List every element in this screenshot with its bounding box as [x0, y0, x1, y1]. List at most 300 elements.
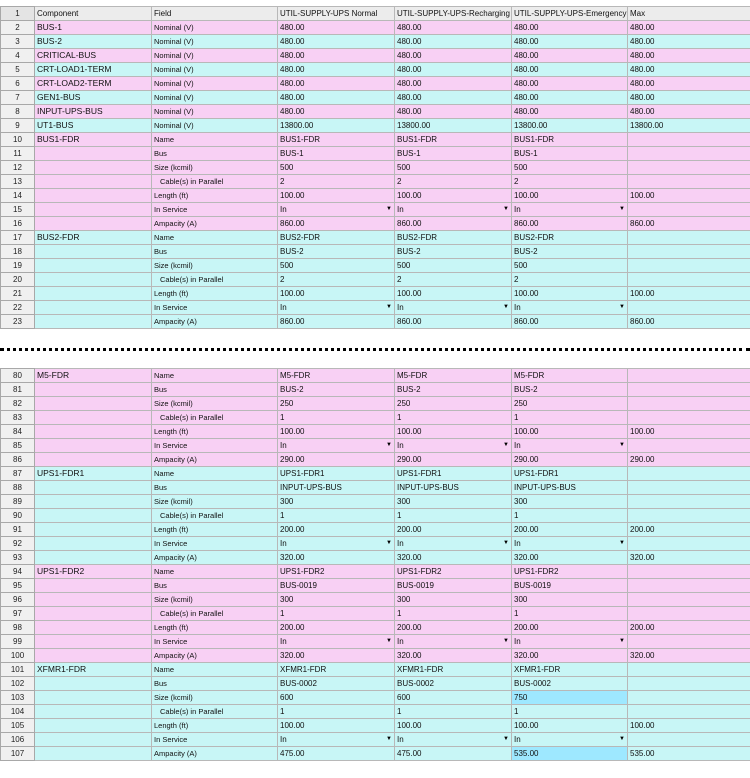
value-cell[interactable]: 200.00	[278, 621, 395, 635]
max-cell[interactable]	[628, 439, 750, 453]
component-cell[interactable]: CRT-LOAD2-TERM	[35, 77, 152, 91]
dropdown-value: In	[280, 539, 287, 548]
dropdown-arrow-icon[interactable]: ▼	[619, 736, 625, 742]
value-cell[interactable]: 320.00	[278, 551, 395, 565]
value-cell[interactable]: 13800.00	[395, 119, 512, 133]
max-cell[interactable]: 290.00	[628, 453, 750, 467]
value-cell[interactable]: 480.00	[512, 35, 628, 49]
value-cell[interactable]: UPS1-FDR1	[512, 467, 628, 481]
value-cell[interactable]: BUS2-FDR	[278, 231, 395, 245]
row-number: 3	[1, 35, 35, 49]
max-cell[interactable]: 100.00	[628, 189, 750, 203]
component-cell[interactable]	[35, 425, 152, 439]
row-number: 80	[1, 369, 35, 383]
value-cell[interactable]: 480.00	[395, 63, 512, 77]
value-cell[interactable]: 200.00	[278, 523, 395, 537]
dropdown-arrow-icon[interactable]: ▼	[386, 540, 392, 546]
max-cell[interactable]	[628, 161, 750, 175]
value-cell[interactable]: UPS1-FDR1	[395, 467, 512, 481]
value-cell[interactable]: 535.00	[512, 747, 628, 761]
dropdown-arrow-icon[interactable]: ▼	[503, 442, 509, 448]
value-cell[interactable]: 320.00	[395, 551, 512, 565]
field-cell: Cable(s) in Parallel	[152, 175, 278, 189]
value-cell[interactable]: M5-FDR	[395, 369, 512, 383]
value-cell[interactable]: 600	[395, 691, 512, 705]
in-service-dropdown[interactable]	[395, 301, 512, 315]
value-cell[interactable]: INPUT-UPS-BUS	[395, 481, 512, 495]
value-cell[interactable]: 1	[395, 607, 512, 621]
in-service-dropdown[interactable]	[395, 439, 512, 453]
dropdown-value: In	[514, 303, 521, 312]
max-cell[interactable]: 100.00	[628, 425, 750, 439]
value-cell[interactable]: 500	[512, 259, 628, 273]
dropdown-arrow-icon[interactable]: ▼	[503, 736, 509, 742]
value-cell[interactable]: XFMR1-FDR	[395, 663, 512, 677]
value-cell[interactable]: 290.00	[278, 453, 395, 467]
value-cell[interactable]: 860.00	[278, 315, 395, 329]
max-cell[interactable]: 13800.00	[628, 119, 750, 133]
component-cell[interactable]: CRITICAL-BUS	[35, 49, 152, 63]
component-cell[interactable]	[35, 453, 152, 467]
value-cell[interactable]: INPUT-UPS-BUS	[512, 481, 628, 495]
table-row	[1, 369, 750, 383]
component-cell[interactable]	[35, 397, 152, 411]
value-cell[interactable]: BUS-1	[395, 147, 512, 161]
in-service-dropdown[interactable]	[395, 203, 512, 217]
max-cell[interactable]	[628, 495, 750, 509]
value-cell[interactable]: INPUT-UPS-BUS	[278, 481, 395, 495]
field-cell: In Service	[152, 733, 278, 747]
value-cell[interactable]: 480.00	[278, 49, 395, 63]
value-cell[interactable]: 320.00	[395, 649, 512, 663]
value-cell[interactable]: BUS2-FDR	[395, 231, 512, 245]
component-cell[interactable]	[35, 509, 152, 523]
max-cell[interactable]: 480.00	[628, 63, 750, 77]
value-cell[interactable]: BUS1-FDR	[278, 133, 395, 147]
field-cell: Bus	[152, 245, 278, 259]
value-cell[interactable]: BUS-2	[512, 245, 628, 259]
value-cell[interactable]: 480.00	[512, 91, 628, 105]
component-cell[interactable]: GEN1-BUS	[35, 91, 152, 105]
header-normal[interactable]: UTIL-SUPPLY-UPS Normal	[278, 7, 395, 21]
value-cell[interactable]: 100.00	[278, 287, 395, 301]
value-cell[interactable]: 500	[512, 161, 628, 175]
value-cell[interactable]: 2	[395, 175, 512, 189]
max-cell[interactable]: 480.00	[628, 49, 750, 63]
value-cell[interactable]: 480.00	[512, 63, 628, 77]
value-cell[interactable]: 480.00	[395, 35, 512, 49]
component-cell[interactable]: BUS1-FDR	[35, 133, 152, 147]
max-cell[interactable]	[628, 663, 750, 677]
value-cell[interactable]: 480.00	[512, 49, 628, 63]
component-cell[interactable]: BUS-2	[35, 35, 152, 49]
max-cell[interactable]	[628, 301, 750, 315]
value-cell[interactable]: UPS1-FDR2	[512, 565, 628, 579]
value-cell[interactable]: UPS1-FDR2	[278, 565, 395, 579]
value-cell[interactable]: 500	[395, 259, 512, 273]
value-cell[interactable]: 1	[512, 509, 628, 523]
component-cell[interactable]	[35, 481, 152, 495]
value-cell[interactable]: 480.00	[512, 77, 628, 91]
value-cell[interactable]: 300	[395, 495, 512, 509]
max-cell[interactable]	[628, 133, 750, 147]
component-cell[interactable]	[35, 649, 152, 663]
header-field[interactable]: Field	[152, 7, 278, 21]
value-cell[interactable]: M5-FDR	[512, 369, 628, 383]
in-service-dropdown[interactable]	[278, 635, 395, 649]
in-service-dropdown[interactable]	[395, 635, 512, 649]
component-cell[interactable]	[35, 217, 152, 231]
component-cell[interactable]	[35, 175, 152, 189]
dropdown-arrow-icon[interactable]: ▼	[503, 304, 509, 310]
value-cell[interactable]: 480.00	[278, 21, 395, 35]
dropdown-arrow-icon[interactable]: ▼	[386, 206, 392, 212]
value-cell[interactable]: M5-FDR	[278, 369, 395, 383]
table-row	[1, 301, 750, 315]
max-cell[interactable]	[628, 273, 750, 287]
header-max[interactable]: Max	[628, 7, 750, 21]
value-cell[interactable]: 2	[278, 273, 395, 287]
max-cell[interactable]: 200.00	[628, 523, 750, 537]
component-cell[interactable]: UPS1-FDR2	[35, 565, 152, 579]
field-cell: Name	[152, 231, 278, 245]
max-cell[interactable]	[628, 677, 750, 691]
value-cell[interactable]: 1	[512, 705, 628, 719]
value-cell[interactable]: 860.00	[512, 315, 628, 329]
value-cell[interactable]: 480.00	[278, 35, 395, 49]
max-cell[interactable]: 100.00	[628, 287, 750, 301]
value-cell[interactable]: 480.00	[395, 21, 512, 35]
component-cell[interactable]	[35, 719, 152, 733]
component-cell[interactable]	[35, 579, 152, 593]
value-cell[interactable]: 860.00	[278, 217, 395, 231]
value-cell[interactable]: 320.00	[278, 649, 395, 663]
value-cell[interactable]: 200.00	[512, 523, 628, 537]
value-cell[interactable]: 1	[512, 607, 628, 621]
value-cell[interactable]: 2	[512, 175, 628, 189]
dropdown-arrow-icon[interactable]: ▼	[619, 638, 625, 644]
value-cell[interactable]: BUS1-FDR	[512, 133, 628, 147]
value-cell[interactable]: 100.00	[278, 425, 395, 439]
value-cell[interactable]: BUS-0002	[512, 677, 628, 691]
value-cell[interactable]: 480.00	[278, 77, 395, 91]
max-cell[interactable]	[628, 467, 750, 481]
component-cell[interactable]: UPS1-FDR1	[35, 467, 152, 481]
max-cell[interactable]: 480.00	[628, 77, 750, 91]
value-cell[interactable]: 100.00	[512, 189, 628, 203]
in-service-dropdown[interactable]	[512, 301, 628, 315]
max-cell[interactable]	[628, 733, 750, 747]
value-cell[interactable]: 480.00	[512, 105, 628, 119]
row-number: 11	[1, 147, 35, 161]
dropdown-arrow-icon[interactable]: ▼	[619, 206, 625, 212]
field-cell: Size (kcmil)	[152, 593, 278, 607]
component-cell[interactable]: INPUT-UPS-BUS	[35, 105, 152, 119]
component-cell[interactable]: XFMR1-FDR	[35, 663, 152, 677]
max-cell[interactable]	[628, 231, 750, 245]
value-cell[interactable]: 480.00	[395, 77, 512, 91]
dropdown-value: In	[397, 539, 404, 548]
max-cell[interactable]	[628, 383, 750, 397]
value-cell[interactable]: BUS-2	[395, 383, 512, 397]
dropdown-arrow-icon[interactable]: ▼	[619, 304, 625, 310]
in-service-dropdown[interactable]	[512, 733, 628, 747]
component-cell[interactable]	[35, 287, 152, 301]
component-cell[interactable]	[35, 705, 152, 719]
component-cell[interactable]	[35, 747, 152, 761]
value-cell[interactable]: 100.00	[278, 719, 395, 733]
value-cell[interactable]: BUS-0002	[395, 677, 512, 691]
value-cell[interactable]: 750	[512, 691, 628, 705]
max-cell[interactable]: 320.00	[628, 551, 750, 565]
dropdown-arrow-icon[interactable]: ▼	[386, 442, 392, 448]
value-cell[interactable]: 250	[278, 397, 395, 411]
value-cell[interactable]: BUS2-FDR	[512, 231, 628, 245]
component-cell[interactable]	[35, 537, 152, 551]
max-cell[interactable]	[628, 509, 750, 523]
value-cell[interactable]: 860.00	[395, 217, 512, 231]
value-cell[interactable]: 480.00	[512, 21, 628, 35]
value-cell[interactable]: XFMR1-FDR	[512, 663, 628, 677]
component-cell[interactable]	[35, 203, 152, 217]
value-cell[interactable]: 300	[512, 495, 628, 509]
in-service-dropdown[interactable]	[278, 301, 395, 315]
dropdown-arrow-icon[interactable]: ▼	[619, 540, 625, 546]
max-cell[interactable]	[628, 203, 750, 217]
component-cell[interactable]	[35, 383, 152, 397]
value-cell[interactable]: 1	[278, 607, 395, 621]
value-cell[interactable]: 1	[278, 705, 395, 719]
table-row	[1, 425, 750, 439]
value-cell[interactable]: 860.00	[395, 315, 512, 329]
value-cell[interactable]: 480.00	[278, 91, 395, 105]
value-cell[interactable]: 320.00	[512, 551, 628, 565]
value-cell[interactable]: 2	[395, 273, 512, 287]
value-cell[interactable]: BUS-2	[395, 245, 512, 259]
header-recharging[interactable]: UTIL-SUPPLY-UPS-Recharging	[395, 7, 512, 21]
value-cell[interactable]: BUS-2	[278, 245, 395, 259]
max-cell[interactable]: 200.00	[628, 621, 750, 635]
component-cell[interactable]: BUS-1	[35, 21, 152, 35]
table-row	[1, 635, 750, 649]
value-cell[interactable]: 100.00	[278, 189, 395, 203]
value-cell[interactable]: UPS1-FDR2	[395, 565, 512, 579]
component-cell[interactable]: BUS2-FDR	[35, 231, 152, 245]
value-cell[interactable]: 1	[395, 705, 512, 719]
value-cell[interactable]: 100.00	[512, 425, 628, 439]
component-cell[interactable]	[35, 189, 152, 203]
value-cell[interactable]: 100.00	[395, 719, 512, 733]
value-cell[interactable]: 290.00	[512, 453, 628, 467]
in-service-dropdown[interactable]	[395, 733, 512, 747]
in-service-dropdown[interactable]	[512, 439, 628, 453]
max-cell[interactable]	[628, 537, 750, 551]
value-cell[interactable]: 1	[395, 509, 512, 523]
row-number: 9	[1, 119, 35, 133]
value-cell[interactable]: 100.00	[395, 287, 512, 301]
value-cell[interactable]: 475.00	[278, 747, 395, 761]
max-cell[interactable]	[628, 411, 750, 425]
max-cell[interactable]	[628, 147, 750, 161]
value-cell[interactable]: 300	[278, 593, 395, 607]
value-cell[interactable]: 300	[278, 495, 395, 509]
max-cell[interactable]: 480.00	[628, 91, 750, 105]
component-cell[interactable]	[35, 551, 152, 565]
in-service-dropdown[interactable]	[512, 537, 628, 551]
value-cell[interactable]: BUS-0019	[278, 579, 395, 593]
header-component[interactable]: Component	[35, 7, 152, 21]
row-number: 98	[1, 621, 35, 635]
value-cell[interactable]: 250	[395, 397, 512, 411]
table-row	[1, 105, 750, 119]
max-cell[interactable]	[628, 691, 750, 705]
dropdown-arrow-icon[interactable]: ▼	[503, 206, 509, 212]
value-cell[interactable]: 100.00	[395, 425, 512, 439]
value-cell[interactable]: BUS1-FDR	[395, 133, 512, 147]
max-cell[interactable]: 100.00	[628, 719, 750, 733]
value-cell[interactable]: 100.00	[512, 719, 628, 733]
row-number: 19	[1, 259, 35, 273]
component-cell[interactable]	[35, 245, 152, 259]
value-cell[interactable]: 500	[395, 161, 512, 175]
value-cell[interactable]: 480.00	[278, 105, 395, 119]
value-cell[interactable]: 1	[395, 411, 512, 425]
component-cell[interactable]	[35, 607, 152, 621]
value-cell[interactable]: 500	[278, 161, 395, 175]
value-cell[interactable]: 860.00	[512, 217, 628, 231]
value-cell[interactable]: 480.00	[278, 63, 395, 77]
header-emergency[interactable]: UTIL-SUPPLY-UPS-Emergency	[512, 7, 628, 21]
component-cell[interactable]	[35, 635, 152, 649]
value-cell[interactable]: 480.00	[395, 91, 512, 105]
component-cell[interactable]	[35, 593, 152, 607]
value-cell[interactable]: 480.00	[395, 105, 512, 119]
value-cell[interactable]: 100.00	[395, 189, 512, 203]
row-number: 86	[1, 453, 35, 467]
component-cell[interactable]	[35, 315, 152, 329]
max-cell[interactable]	[628, 565, 750, 579]
value-cell[interactable]: 100.00	[512, 287, 628, 301]
max-cell[interactable]	[628, 175, 750, 189]
value-cell[interactable]: BUS-0019	[512, 579, 628, 593]
value-cell[interactable]: 250	[512, 397, 628, 411]
value-cell[interactable]: 475.00	[395, 747, 512, 761]
value-cell[interactable]: BUS-2	[512, 383, 628, 397]
max-cell[interactable]	[628, 481, 750, 495]
max-cell[interactable]: 535.00	[628, 747, 750, 761]
table-row	[1, 35, 750, 49]
dropdown-arrow-icon[interactable]: ▼	[619, 442, 625, 448]
value-cell[interactable]: 1	[278, 411, 395, 425]
value-cell[interactable]: XFMR1-FDR	[278, 663, 395, 677]
component-cell[interactable]	[35, 161, 152, 175]
component-cell[interactable]	[35, 147, 152, 161]
value-cell[interactable]: 300	[395, 593, 512, 607]
value-cell[interactable]: BUS-1	[512, 147, 628, 161]
max-cell[interactable]	[628, 607, 750, 621]
component-cell[interactable]	[35, 677, 152, 691]
max-cell[interactable]: 480.00	[628, 21, 750, 35]
max-cell[interactable]	[628, 259, 750, 273]
value-cell[interactable]: 300	[512, 593, 628, 607]
field-cell: In Service	[152, 203, 278, 217]
component-cell[interactable]	[35, 301, 152, 315]
value-cell[interactable]: 200.00	[512, 621, 628, 635]
max-cell[interactable]	[628, 397, 750, 411]
value-cell[interactable]: BUS-1	[278, 147, 395, 161]
component-cell[interactable]	[35, 495, 152, 509]
component-cell[interactable]: M5-FDR	[35, 369, 152, 383]
in-service-dropdown[interactable]	[395, 537, 512, 551]
in-service-dropdown[interactable]	[278, 537, 395, 551]
value-cell[interactable]: 600	[278, 691, 395, 705]
dropdown-arrow-icon[interactable]: ▼	[503, 638, 509, 644]
value-cell[interactable]: 500	[278, 259, 395, 273]
component-cell[interactable]: CRT-LOAD1-TERM	[35, 63, 152, 77]
max-cell[interactable]: 480.00	[628, 35, 750, 49]
field-cell: Nominal (V)	[152, 91, 278, 105]
max-cell[interactable]	[628, 245, 750, 259]
value-cell[interactable]: 13800.00	[512, 119, 628, 133]
in-service-dropdown[interactable]	[278, 733, 395, 747]
in-service-dropdown[interactable]	[512, 635, 628, 649]
table-row	[1, 91, 750, 105]
component-cell[interactable]	[35, 439, 152, 453]
component-cell[interactable]	[35, 259, 152, 273]
value-cell[interactable]: BUS-0019	[395, 579, 512, 593]
in-service-dropdown[interactable]	[278, 203, 395, 217]
value-cell[interactable]: 200.00	[395, 523, 512, 537]
component-cell[interactable]	[35, 411, 152, 425]
component-cell[interactable]	[35, 733, 152, 747]
max-cell[interactable]	[628, 705, 750, 719]
dropdown-arrow-icon[interactable]: ▼	[386, 638, 392, 644]
component-cell[interactable]	[35, 273, 152, 287]
component-cell[interactable]: UT1-BUS	[35, 119, 152, 133]
max-cell[interactable]: 480.00	[628, 105, 750, 119]
in-service-dropdown[interactable]	[278, 439, 395, 453]
max-cell[interactable]: 320.00	[628, 649, 750, 663]
value-cell[interactable]: 13800.00	[278, 119, 395, 133]
component-cell[interactable]	[35, 691, 152, 705]
max-cell[interactable]: 860.00	[628, 217, 750, 231]
field-cell: Length (ft)	[152, 719, 278, 733]
table-row	[1, 649, 750, 663]
max-cell[interactable]: 860.00	[628, 315, 750, 329]
dropdown-arrow-icon[interactable]: ▼	[386, 736, 392, 742]
value-cell[interactable]: 290.00	[395, 453, 512, 467]
value-cell[interactable]: 480.00	[395, 49, 512, 63]
component-cell[interactable]	[35, 523, 152, 537]
value-cell[interactable]: BUS-2	[278, 383, 395, 397]
value-cell[interactable]: 320.00	[512, 649, 628, 663]
value-cell[interactable]: UPS1-FDR1	[278, 467, 395, 481]
max-cell[interactable]	[628, 579, 750, 593]
max-cell[interactable]	[628, 635, 750, 649]
value-cell[interactable]: 2	[512, 273, 628, 287]
in-service-dropdown[interactable]	[512, 203, 628, 217]
value-cell[interactable]: 1	[278, 509, 395, 523]
component-cell[interactable]	[35, 621, 152, 635]
dropdown-arrow-icon[interactable]: ▼	[503, 540, 509, 546]
value-cell[interactable]: 200.00	[395, 621, 512, 635]
max-cell[interactable]	[628, 593, 750, 607]
value-cell[interactable]: 1	[512, 411, 628, 425]
max-cell[interactable]	[628, 369, 750, 383]
value-cell[interactable]: BUS-0002	[278, 677, 395, 691]
value-cell[interactable]: 2	[278, 175, 395, 189]
dropdown-arrow-icon[interactable]: ▼	[386, 304, 392, 310]
